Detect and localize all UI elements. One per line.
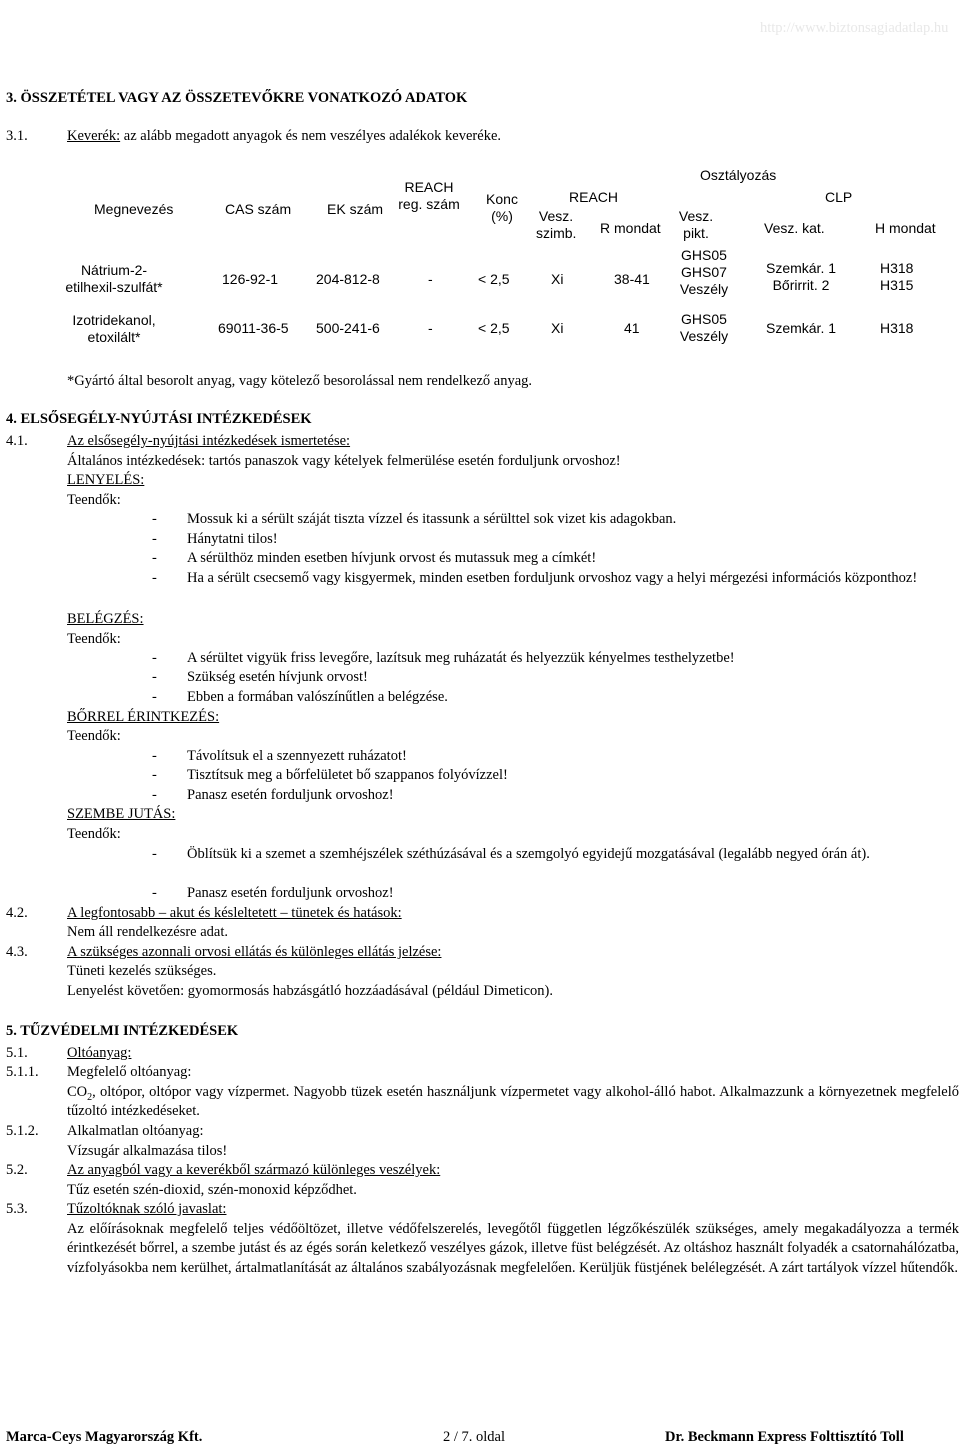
row2-cas: 69011-36-5 — [218, 320, 289, 336]
section5-1-num: 5.1. — [6, 1045, 28, 1061]
section4-3-title: A szükséges azonnali orvosi ellátás és különleges ellátás jelzése: — [67, 944, 442, 960]
vesz-pikt-header: Vesz. pikt. — [678, 208, 714, 241]
eye-tasks-label: Teendők: — [67, 826, 121, 842]
row1-pikt3: Veszély — [679, 281, 729, 297]
vesz-kat-header: Vesz. kat. — [764, 220, 825, 236]
clp-group-header: CLP — [825, 189, 853, 205]
section5-2-num: 5.2. — [6, 1162, 28, 1178]
composition-table — [48, 163, 954, 353]
skin-item: Tisztítsuk meg a bőrfelületet bő szappanos folyóvízzel! — [187, 767, 508, 783]
section5-3-title: Tűzoltóknak szóló javaslat: — [67, 1201, 227, 1217]
section5-1-1-num: 5.1.1. — [6, 1064, 39, 1080]
row2-szimb: Xi — [551, 320, 564, 336]
classification-header: Osztályozás — [700, 167, 777, 183]
section4-1-num: 4.1. — [6, 433, 28, 449]
section4-3-num: 4.3. — [6, 944, 28, 960]
row2-h1: H318 — [880, 320, 914, 336]
skin-tasks-label: Teendők: — [67, 728, 121, 744]
row1-szimb: Xi — [551, 271, 564, 287]
section4-2-num: 4.2. — [6, 905, 28, 921]
skin-item: Távolítsuk el a szennyezett ruházatot! — [187, 748, 407, 764]
section4-3-text2: Lenyelést követően: gyomormosás habzásgátló hozzáadásával (például Dimeticon). — [67, 983, 553, 999]
row2-reg: - — [428, 320, 433, 336]
inhalation-heading: BELÉGZÉS: — [67, 611, 144, 627]
header-url: http://www.biztonsagiadatlap.hu — [760, 20, 949, 36]
eye-item: Panasz esetén forduljunk orvoshoz! — [187, 885, 394, 901]
section4-title: 4. ELSŐSEGÉLY-NYÚJTÁSI INTÉZKEDÉSEK — [6, 411, 312, 427]
footer-company: Marca-Ceys Magyarország Kft. — [6, 1429, 203, 1445]
section3-1-text: Keverék: az alább megadott anyagok és nem veszélyes adalékok keveréke. — [67, 128, 501, 144]
skin-item: Panasz esetén forduljunk orvoshoz! — [187, 787, 394, 803]
row1-reg: - — [428, 271, 433, 287]
ingestion-item: A sérülthöz minden esetben hívjunk orvost és mutassuk meg a címkét! — [187, 550, 597, 566]
section5-3-num: 5.3. — [6, 1201, 28, 1217]
section5-2-text: Tűz esetén szén-dioxid, szén-monoxid képződhet. — [67, 1182, 357, 1198]
col-cas-header: CAS szám — [225, 201, 292, 217]
ingestion-item: Hánytatni tilos! — [187, 531, 278, 547]
section5-title: 5. TŰZVÉDELMI INTÉZKEDÉSEK — [6, 1023, 239, 1039]
section5-3-text: Az előírásoknak megfelelő teljes védőöltözet, illetve védőfelszerelés, levegőtől független légzőkészülék szükséges, amely megakadályozza a termék érintkezését bőrrel, a szembe jutást és az égés során keletkező veszélyes gázok, illetve füst belégzését. Az oltáshoz használt folyadék a csatornahálózatba, vízfolyásokba nem kerülhet, ártalmatlanítását az általános szabályozásnak megfelelően. Kerüljük füstjének belélegzését. A zárt tartályok vízzel hűtendők. — [67, 1221, 959, 1276]
row2-ek: 500-241-6 — [316, 320, 380, 336]
eye-item: Öblítsük ki a szemet a szemhéjszélek széthúzásával és a szemgolyó egyidejű mozgatásával (legalább negyed órán át). — [187, 846, 870, 862]
section5-1-2-title: Alkalmatlan oltóanyag: — [67, 1123, 204, 1139]
ingestion-tasks-label: Teendők: — [67, 492, 121, 508]
section4-2-title: A legfontosabb – akut és késleltetett – tünetek és hatások: — [67, 905, 402, 921]
header-revised: Felülvizsgálat időpontja: 2012. december 3. — [6, 20, 261, 36]
row2-pikt1: GHS05 — [681, 311, 727, 327]
row1-kat2: Bőrirrit. 2 — [772, 277, 830, 293]
inhalation-item: Szükség esetén hívjunk orvost! — [187, 669, 368, 685]
section5-1-2-num: 5.1.2. — [6, 1123, 39, 1139]
section5-1-title: Oltóanyag: — [67, 1045, 132, 1061]
row1-pikt1: GHS05 — [681, 247, 727, 263]
row1-h2: H315 — [880, 277, 914, 293]
row1-name: Nátrium-2-etilhexil-szulfát* — [65, 262, 163, 295]
section5-1-1-text: $CO_2$, oltópor, oltópor vagy vízpermet. Nagyobb tüzek esetén használjunk vízpermetet vagy alkohol-álló habot. Alkalmazzunk a környezetnek megfelelő tűzoltó intézkedéseket. — [67, 1084, 959, 1120]
table-note: *Gyártó által besorolt anyag, vagy kötelező besorolással nem rendelkező anyag. — [67, 373, 533, 389]
row2-name: Izotridekanol, etoxilált* — [72, 312, 156, 345]
section5-1-1-title: Megfelelő oltóanyag: — [67, 1064, 192, 1080]
col-ek-header: EK szám — [327, 201, 384, 217]
row2-kat1: Szemkár. 1 — [765, 320, 837, 336]
row2-pikt2: Veszély — [679, 328, 729, 344]
row2-konc: < 2,5 — [478, 320, 510, 336]
h-mondat-header: H mondat — [875, 220, 936, 236]
vesz-szimb-header: Vesz. szimb. — [536, 208, 577, 241]
inhalation-tasks-label: Teendők: — [67, 631, 121, 647]
ingestion-heading: LENYELÉS: — [67, 472, 145, 488]
section5-1-2-text: Vízsugár alkalmazása tilos! — [67, 1143, 228, 1159]
row1-ek: 204-812-8 — [316, 271, 380, 287]
header-version: Verziószám: 2 — [6, 39, 89, 55]
section4-1-title: Az elsősegély-nyújtási intézkedések ismertetése: — [67, 433, 351, 449]
ingestion-item: Ha a sérült csecsemő vagy kisgyermek, minden esetben forduljunk orvoshoz vagy a helyi mérgezési információs központhoz! — [187, 570, 918, 586]
section5-2-title: Az anyagból vagy a keverékből származó különleges veszélyek: — [67, 1162, 441, 1178]
col-konc-header: Konc (%) — [486, 191, 518, 224]
row1-h1: H318 — [880, 260, 914, 276]
row1-pikt2: GHS07 — [681, 264, 727, 280]
row1-cas: 126-92-1 — [222, 271, 279, 287]
footer-page: 2 / 7. oldal — [443, 1429, 506, 1445]
r-mondat-header: R mondat — [600, 220, 661, 236]
section3-title: 3. ÖSSZETÉTEL VAGY AZ ÖSSZETEVŐKRE VONATKOZÓ ADATOK — [6, 90, 468, 106]
section4-3-text1: Tüneti kezelés szükséges. — [67, 963, 217, 979]
inhalation-item: Ebben a formában valószínűtlen a belégzése. — [187, 689, 448, 705]
header-created: Elkészítés időpontja: 2006. szeptember 21. — [6, 1, 255, 17]
row2-r: 41 — [624, 320, 640, 336]
reach-group-header: REACH — [569, 189, 619, 205]
mixture-term: Keverék: — [67, 128, 121, 144]
row1-konc: < 2,5 — [478, 271, 510, 287]
col-name-header: Megnevezés — [94, 201, 174, 217]
inhalation-item: A sérültet vigyük friss levegőre, lazítsuk meg ruházatát és helyezzük kényelmes testhelyzetbe! — [187, 650, 735, 666]
row1-r: 38-41 — [614, 271, 650, 287]
footer-product: Dr. Beckmann Express Folttisztító Toll — [665, 1429, 904, 1445]
eye-contact-heading: SZEMBE JUTÁS: — [67, 806, 176, 822]
skin-contact-heading: BŐRREL ÉRINTKEZÉS: — [67, 709, 220, 725]
col-reach-reg-header: REACH reg. szám — [398, 179, 460, 212]
section3-1-num: 3.1. — [6, 128, 28, 144]
ingestion-item: Mossuk ki a sérült száját tiszta vízzel és itassunk a sérülttel sok vizet kis adagokban. — [187, 511, 677, 527]
section4-2-text: Nem áll rendelkezésre adat. — [67, 924, 229, 940]
row1-kat1: Szemkár. 1 — [765, 260, 837, 276]
general-measures: Általános intézkedések: tartós panaszok vagy kételyek felmerülése esetén forduljunk orvoshoz! — [67, 453, 621, 469]
